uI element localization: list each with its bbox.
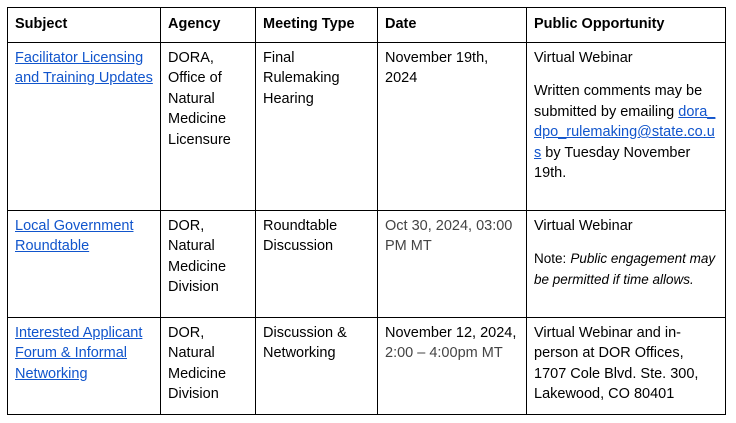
subject-link-local-government-roundtable[interactable]: Local Government Roundtable	[15, 217, 134, 254]
meetings-table	[7, 7, 726, 415]
cell-public-opportunity	[527, 42, 726, 210]
cell-agency: DOR, Natural Medicine Division	[161, 210, 256, 317]
header-meeting-type: Meeting Type	[256, 8, 378, 43]
cell-subject	[8, 42, 161, 210]
table-row	[8, 317, 726, 414]
note-label: Note:	[534, 251, 567, 266]
email-link[interactable]: dora_dpo_rulemaking@state.co.us	[534, 103, 716, 161]
cell-date	[378, 317, 527, 414]
header-public-opportunity: Public Opportunity	[527, 8, 726, 43]
cell-agency: DOR, Natural Medicine Division	[161, 317, 256, 414]
date-main: November 12, 2024,	[385, 324, 517, 341]
note-text: Public engagement may be permitted if time allows.	[534, 251, 716, 287]
date-time: 2:00 – 4:00pm MT	[385, 345, 503, 361]
comments-deadline-text: by Tuesday November 19th.	[534, 144, 691, 181]
comments-text: Written comments may be submitted by emailing	[534, 83, 703, 120]
cell-date: Oct 30, 2024, 03:00 PM MT	[378, 210, 527, 317]
table-row	[8, 210, 726, 317]
subject-link-interested-applicant-forum[interactable]: Interested Applicant Forum & Informal Networking	[15, 324, 143, 382]
cell-subject	[8, 317, 161, 414]
cell-public-opportunity	[527, 210, 726, 317]
cell-public-opportunity: Virtual Webinar and in-person at DOR Offices, 1707 Cole Blvd. Ste. 300, Lakewood, CO 80401	[527, 317, 726, 414]
header-agency: Agency	[161, 8, 256, 43]
table-header-row	[8, 8, 726, 43]
cell-agency: DORA, Office of Natural Medicine Licensure	[161, 42, 256, 210]
table-row	[8, 42, 726, 210]
opportunity-text: Virtual Webinar	[534, 49, 633, 66]
cell-subject	[8, 210, 161, 317]
cell-meeting-type: Final Rulemaking Hearing	[256, 42, 378, 210]
opportunity-text: Virtual Webinar	[534, 217, 633, 234]
cell-date: November 19th, 2024	[378, 42, 527, 210]
cell-meeting-type: Roundtable Discussion	[256, 210, 378, 317]
header-subject: Subject	[8, 8, 161, 43]
header-date: Date	[378, 8, 527, 43]
cell-meeting-type: Discussion & Networking	[256, 317, 378, 414]
subject-link-facilitator-licensing[interactable]: Facilitator Licensing and Training Updates	[15, 49, 153, 86]
